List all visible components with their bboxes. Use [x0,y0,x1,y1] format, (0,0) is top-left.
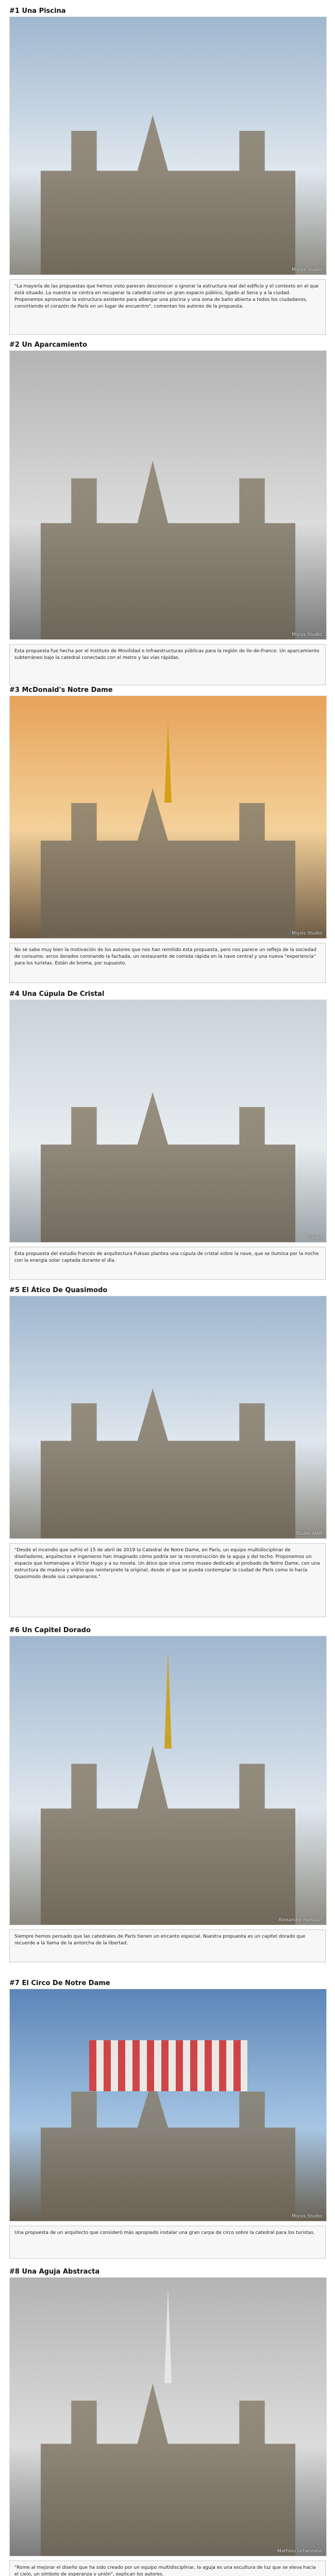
section-image [9,16,327,275]
section-4 [9,989,326,1280]
section-3 [9,685,326,983]
cathedral-shape [41,461,295,639]
section-title: #8 Una Aguja Abstracta [9,2268,100,2276]
circus-tent-shape [89,2040,247,2091]
section-image [9,999,327,1243]
image-credit: Miysis Studio [292,931,322,936]
section-2 [9,340,326,685]
section-title: #2 Un Aparcamiento [9,341,88,349]
section-caption: Esta propuesta fue hecha por el Instituto de Movilidad e Infraestructuras públicas para la región de Ile-de-France. Un aparcamiento subterráneo bajo la catedral conectado con el metro y las vías rápidas. [9,644,326,685]
cathedral-shape [41,115,295,275]
section-6 [9,1625,326,1962]
spire-shape [164,2289,172,2384]
section-caption: "La mayoría de las propuestas que hemos visto parecen desconocer o ignorar la estructura real del edificio y el contexto en el que está situado. La nuestra se centra en recuperar la catedral como un gran espacio público, ligado al Sena y a la ciudad. Proponemos aprovechar la estructura existente para albergar una piscina y una zona de baño abierta a todos los ciudadanos, convirtiendo el corazón de París en un lugar de encuentro", comentan los autores de la propuesta. [9,279,326,335]
section-8 [9,2267,326,2576]
section-caption: No se sabe muy bien la motivación de los autores que nos han remitido esta propuesta, pero nos parece un reflejo de la sociedad de consumo: arcos dorados coronando la fachada, un restaurante de comida rápida en la nave central y una nueva "experiencia" para los turistas. Están de broma, por supuesto. [9,943,326,983]
spire-shape [164,1651,172,1749]
section-1 [9,6,326,335]
cathedral-shape [41,1092,295,1242]
cathedral-shape [41,2077,295,2221]
cathedral-shape [41,788,295,938]
section-5 [9,1285,326,1617]
section-7 [9,1978,326,2259]
image-credit: Mathieu Lehanneur [277,2549,322,2554]
section-image [9,1636,327,1925]
section-caption: "Rome al mejorar el diseño que ha sido creado por un equipo multidisciplinar, la aguja es una escultura de luz que se eleva hacia el cielo, un símbolo de esperanza y unión", explican los autores. [9,2561,326,2576]
section-image [9,696,327,939]
section-title: #7 El Circo De Notre Dame [9,1979,110,1987]
section-caption: "Desde el incendio que sufrió el 15 de abril de 2019 la Catedral de Notre Dame, en París, un equipo multidisciplinar de diseñadores, arquitectos e ingenieros han imaginado cómo podría ser la reconstrucción de la aguja y del techo. Proponemos un espacio que homenajee a Víctor Hugo y a su novela. Un ático que sirva como museo dedicado al jorobado de Notre Dame, con una estructura de madera y vidrio que reinterprete la original, desde el que se pueda contemplar la ciudad de París como lo hacía Quasimodo desde sus campanarios." [9,1543,326,1617]
image-credit: Studio NAB [296,1531,322,1536]
section-image [9,1296,327,1539]
cathedral-shape [41,1388,295,1538]
section-title: #1 Una Piscina [9,7,66,15]
section-title: #5 El Ático De Quasimodo [9,1286,108,1294]
image-credit: Fuksas [306,1235,322,1240]
section-title: #3 McDonald's Notre Dame [9,686,113,694]
image-credit: Miysis Studio [292,632,322,637]
image-credit: Miysis Studio [292,267,322,273]
section-title: #6 Un Capitel Dorado [9,1626,91,1634]
section-image [9,1989,327,2222]
cathedral-shape [41,2383,295,2556]
spire-shape [164,720,172,803]
image-credit: Alexandre Fantozzi [278,1918,322,1923]
section-caption: Una propuesta de un arquitecto que consideró más apropiado instalar una gran carpa de circo sobre la catedral para los turistas. [9,2226,326,2259]
section-caption: Siempre hemos pensado que las catedrales de París tienen un encanto especial. Nuestra propuesta es un capitel dorado que recuerde a la llama de la antorcha de la libertad. [9,1929,326,1962]
section-image [9,350,327,640]
image-credit: Miysis Studio [292,2214,322,2219]
section-title: #4 Una Cúpula De Cristal [9,990,105,998]
cathedral-shape [41,1746,295,1925]
section-caption: Esta propuesta del estudio francés de arquitectura Fuksas plantea una cúpula de cristal sobre la nave, que se ilumina por la noche con la energía solar captada durante el día. [9,1247,326,1280]
section-image [9,2277,327,2556]
